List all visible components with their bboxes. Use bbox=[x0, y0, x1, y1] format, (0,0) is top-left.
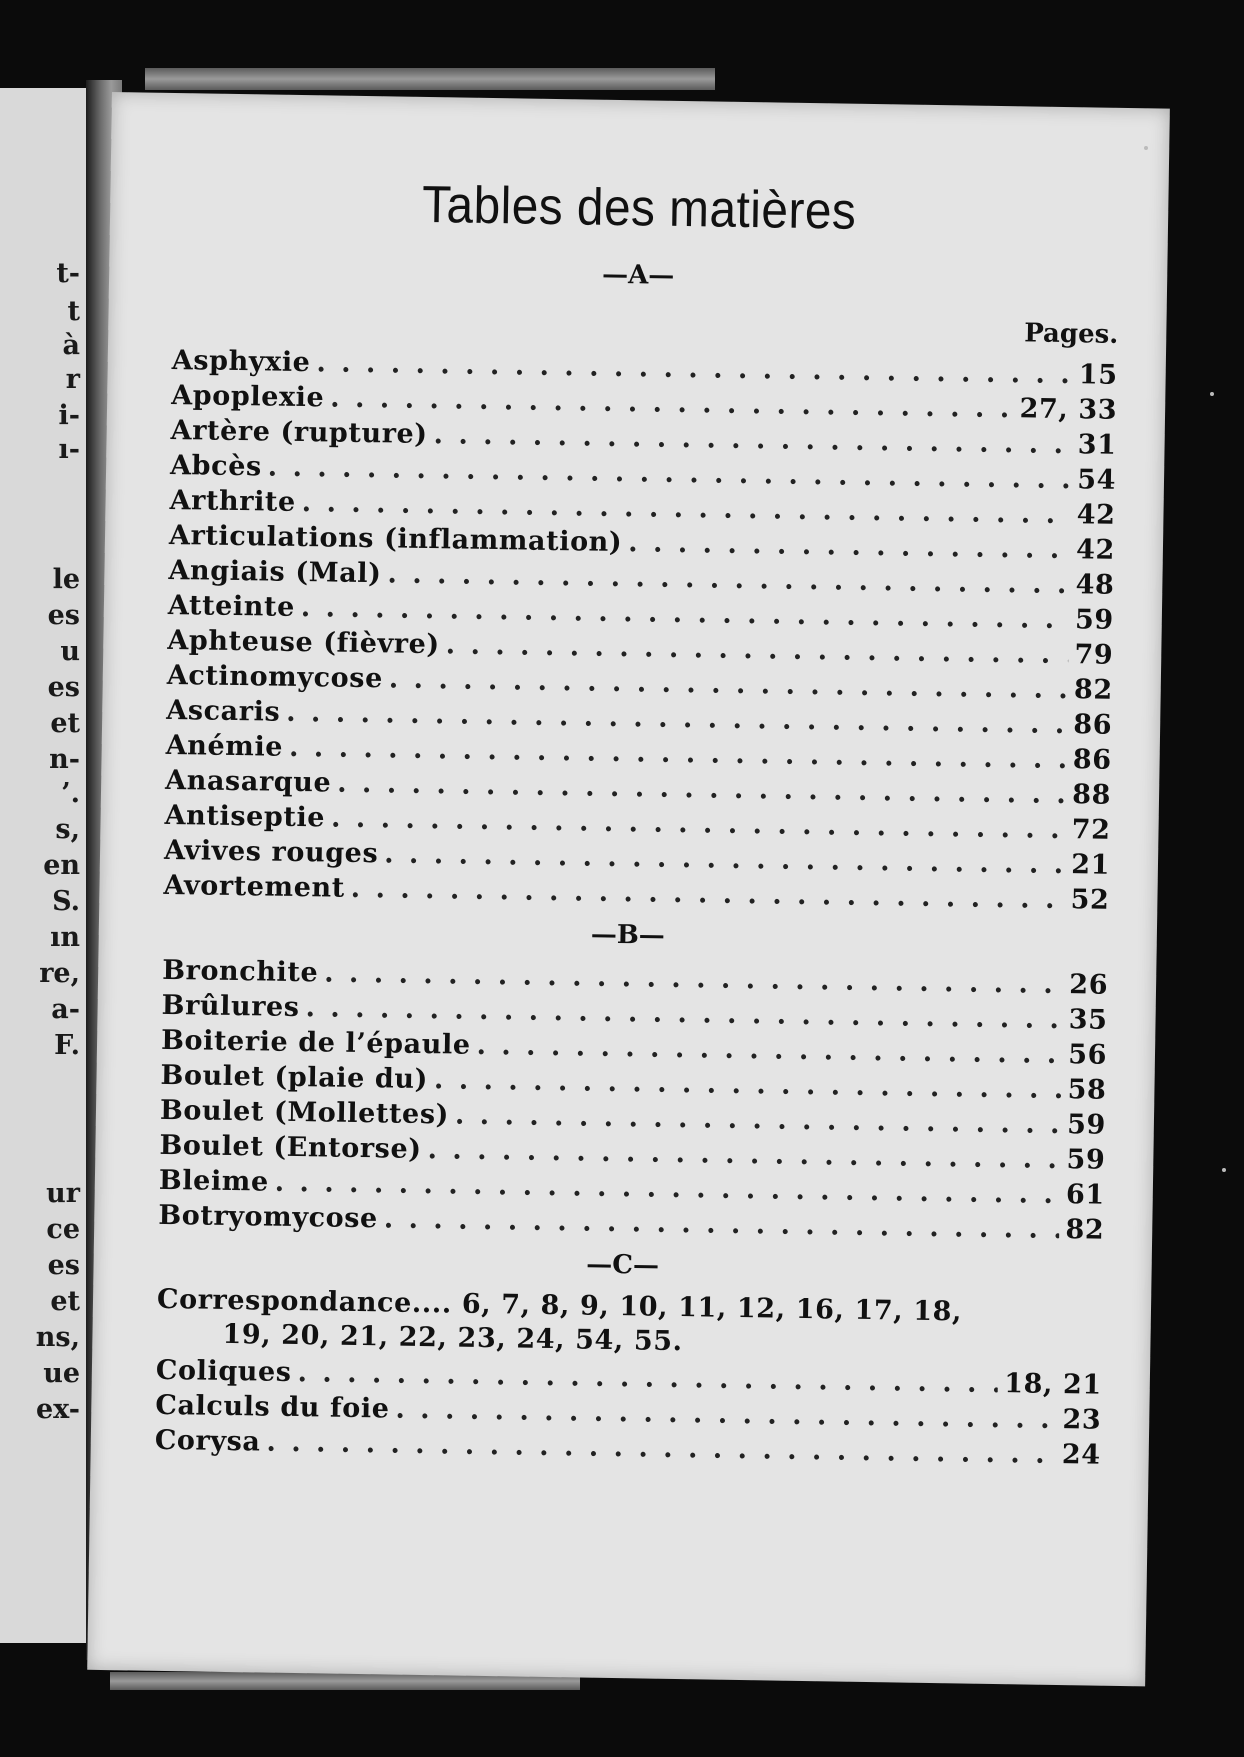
left-fragment: ın bbox=[50, 922, 80, 953]
entry-name: Articulations (inflammation) bbox=[168, 519, 623, 559]
left-fragment: et bbox=[50, 1286, 80, 1317]
entry-name: Boiterie de l’épaule bbox=[160, 1024, 471, 1061]
entry-name: Bronchite bbox=[161, 954, 319, 989]
entry-pages: 59 bbox=[1066, 1109, 1107, 1141]
entry-name: Corysa bbox=[154, 1424, 261, 1458]
entry-name: Ascaris bbox=[166, 694, 281, 728]
entry-name: Calculs du foie bbox=[155, 1389, 390, 1425]
entry-pages: 82 bbox=[1065, 1214, 1105, 1246]
entry-pages: 18, 21 bbox=[1004, 1368, 1103, 1401]
left-fragment: t- bbox=[56, 258, 80, 289]
entry-name: Angiais (Mal) bbox=[168, 554, 382, 590]
entry-name: Actinomycose bbox=[166, 659, 384, 695]
table-of-contents-page bbox=[87, 92, 1170, 1686]
entry-pages: 35 bbox=[1068, 1004, 1108, 1036]
entry-pages: 27, 33 bbox=[1019, 393, 1118, 426]
entry-name: Abcès bbox=[169, 449, 263, 483]
left-fragment: t bbox=[67, 296, 80, 327]
left-fragment: re, bbox=[39, 958, 80, 989]
left-page-edge bbox=[0, 88, 86, 1643]
dot-leader bbox=[628, 527, 1070, 565]
left-fragment: et bbox=[50, 708, 80, 739]
entry-pages: 24 bbox=[1061, 1439, 1101, 1471]
entry-name: Coliques bbox=[155, 1354, 292, 1388]
left-fragment: ur bbox=[46, 1178, 80, 1209]
left-fragment: s, bbox=[55, 814, 80, 845]
entry-pages: 56 bbox=[1067, 1039, 1108, 1071]
dust-speck bbox=[1144, 146, 1148, 150]
entry-pages: 31 bbox=[1077, 429, 1117, 461]
entry-name: Atteinte bbox=[167, 589, 296, 623]
entry-pages: 61 bbox=[1065, 1179, 1106, 1211]
entry-name: Artère (rupture) bbox=[170, 414, 428, 450]
entry-name: Botryomycose bbox=[158, 1199, 379, 1235]
entry-pages: 15 bbox=[1078, 359, 1118, 391]
left-fragment: le bbox=[52, 564, 80, 595]
entry-pages: 88 bbox=[1072, 779, 1112, 811]
entry-pages: 42 bbox=[1075, 534, 1116, 566]
left-fragment: ’. bbox=[61, 778, 80, 809]
entry-name: Bleime bbox=[158, 1164, 270, 1198]
entry-name: Avives rouges bbox=[163, 834, 379, 870]
entry-pages: 52 bbox=[1070, 884, 1110, 916]
section-heading-b: —B— bbox=[590, 919, 666, 951]
entry-name: Antiseptie bbox=[164, 799, 326, 834]
dust-speck bbox=[1222, 1168, 1226, 1172]
left-fragment: ns, bbox=[35, 1322, 80, 1353]
left-fragment: n- bbox=[49, 744, 80, 775]
left-fragment: a- bbox=[51, 994, 80, 1025]
left-fragment: es bbox=[47, 1250, 80, 1281]
entry-pages: 59 bbox=[1066, 1144, 1106, 1176]
left-fragment: es bbox=[47, 600, 80, 631]
entry-name: Boulet (Entorse) bbox=[159, 1129, 422, 1165]
left-fragment: es bbox=[47, 672, 80, 703]
entry-pages: 42 bbox=[1076, 499, 1116, 531]
left-fragment: ı- bbox=[58, 434, 80, 465]
entry-name: Brûlures bbox=[161, 989, 300, 1024]
left-fragment: ce bbox=[46, 1214, 80, 1245]
entry-pages: 58 bbox=[1067, 1074, 1107, 1106]
dust-speck bbox=[1210, 392, 1214, 396]
entry-name: Anémie bbox=[165, 729, 284, 763]
left-fragment: ex- bbox=[35, 1394, 80, 1425]
entry-pages: 26 bbox=[1069, 969, 1109, 1001]
entry-pages: 21 bbox=[1070, 849, 1111, 881]
left-fragment: u bbox=[60, 636, 80, 667]
left-fragment: r bbox=[65, 364, 80, 395]
entry-name: Anasarque bbox=[164, 764, 332, 799]
left-fragment: en bbox=[43, 850, 80, 881]
entry-pages: 6, 7, 8, 9, 10, 11, 12, 16, 17, 18, bbox=[461, 1288, 963, 1328]
left-fragment: S. bbox=[52, 886, 80, 917]
entry-pages-continued: 19, 20, 21, 22, 23, 24, 54, 55. bbox=[222, 1318, 683, 1358]
entry-name: Aphteuse (fièvre) bbox=[167, 624, 441, 661]
entry-name: Correspondance.... bbox=[156, 1283, 453, 1320]
entry-pages: 72 bbox=[1071, 814, 1111, 846]
entry-pages: 86 bbox=[1072, 744, 1112, 776]
entry-name: Boulet (Mollettes) bbox=[159, 1094, 450, 1131]
entry-pages: 82 bbox=[1073, 674, 1113, 706]
page-title: Tables des matières bbox=[421, 175, 857, 241]
entry-name: Apoplexie bbox=[170, 379, 325, 414]
toc-entry-correspondance bbox=[156, 1283, 1111, 1366]
entry-name: Boulet (plaie du) bbox=[160, 1059, 429, 1096]
entry-name: Arthrite bbox=[169, 484, 297, 518]
entry-pages: 79 bbox=[1074, 639, 1114, 671]
binding-tape-top bbox=[145, 68, 715, 90]
entry-pages: 48 bbox=[1075, 569, 1115, 601]
left-fragment: ue bbox=[43, 1358, 80, 1389]
left-fragment: à bbox=[62, 330, 80, 361]
entry-name: Avortement bbox=[163, 869, 346, 904]
pages-column-label: Pages. bbox=[1023, 318, 1119, 350]
entry-pages: 54 bbox=[1077, 464, 1117, 496]
left-fragment: F. bbox=[54, 1030, 80, 1061]
entry-pages: 86 bbox=[1073, 709, 1113, 741]
entry-pages: 59 bbox=[1074, 604, 1115, 636]
entry-name: Asphyxie bbox=[171, 344, 311, 379]
section-heading-c: —C— bbox=[586, 1249, 660, 1281]
left-fragment: i- bbox=[58, 400, 80, 431]
entry-pages: 23 bbox=[1062, 1404, 1102, 1436]
section-heading-a: —A— bbox=[601, 259, 675, 291]
